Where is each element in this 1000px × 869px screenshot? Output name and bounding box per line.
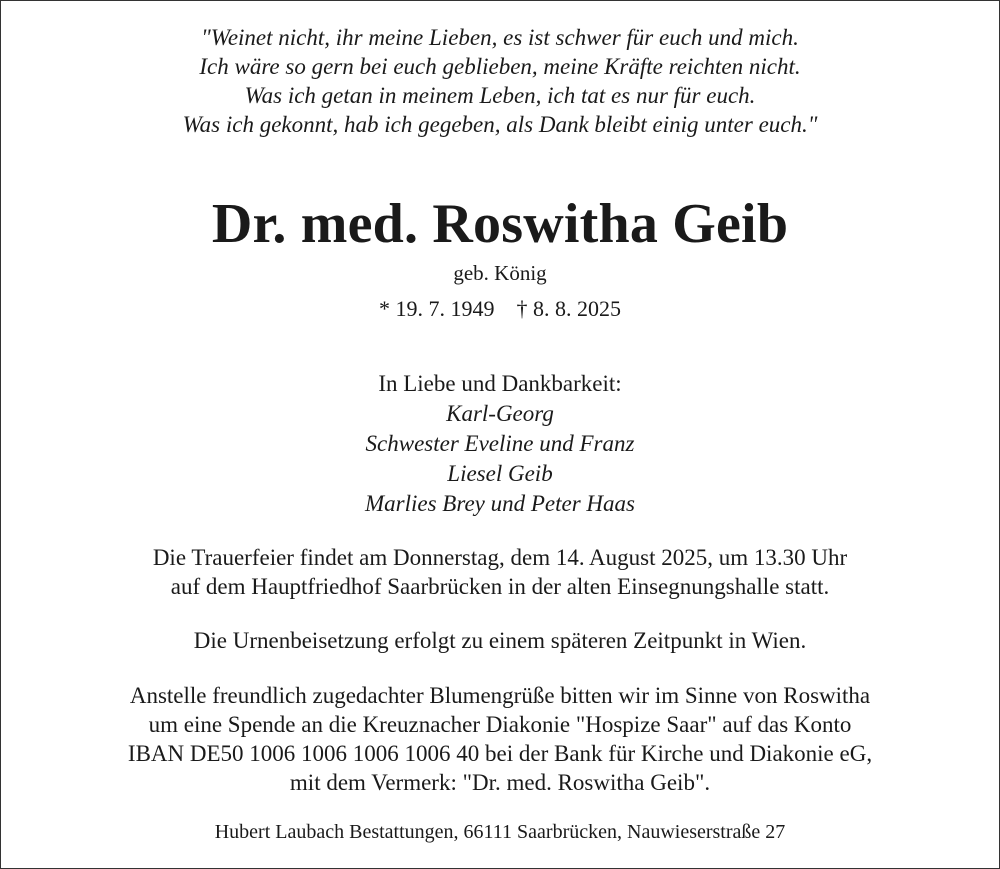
donation-line-4: mit dem Vermerk: "Dr. med. Roswitha Geib". xyxy=(289,770,711,795)
donation-line-3: IBAN DE50 1006 1006 1006 1006 40 bei der Bank für Kirche und Diakonie eG, xyxy=(127,741,873,766)
mourner-name: Liesel Geib xyxy=(447,461,553,486)
funeral-home-footer: Hubert Laubach Bestattungen, 66111 Saarbrücken, Nauwieserstraße 27 xyxy=(214,821,786,843)
service-line-2: auf dem Hauptfriedhof Saarbrücken in der alten Einsegnungshalle statt. xyxy=(170,574,830,599)
donation-line-2: um eine Spende an die Kreuznacher Diakonie "Hospize Saar" auf das Konto xyxy=(148,712,852,737)
quote-line-4: Was ich gekonnt, hab ich gegeben, als Dank bleibt einig unter euch." xyxy=(182,112,818,137)
service-line-1: Die Trauerfeier findet am Donnerstag, dem 14. August 2025, um 13.30 Uhr xyxy=(152,545,848,570)
quote-line-2: Ich wäre so gern bei euch geblieben, meine Kräfte reichten nicht. xyxy=(199,54,801,79)
quote-line-1: "Weinet nicht, ihr meine Lieben, es ist schwer für euch und mich. xyxy=(201,25,799,50)
death-date: † 8. 8. 2025 xyxy=(516,296,621,321)
life-dates xyxy=(0,295,1000,323)
birth-date: * 19. 7. 1949 xyxy=(379,296,495,321)
mourners-heading: In Liebe und Dankbarkeit: xyxy=(378,371,622,396)
maiden-name: geb. König xyxy=(453,261,547,285)
mourner-name: Schwester Eveline und Franz xyxy=(365,431,635,456)
quote-line-3: Was ich getan in meinem Leben, ich tat es nur für euch. xyxy=(244,83,756,108)
mourner-name: Karl-Georg xyxy=(446,401,554,426)
urn-burial-notice: Die Urnenbeisetzung erfolgt zu einem späteren Zeitpunkt in Wien. xyxy=(193,628,807,653)
deceased-name: Dr. med. Roswitha Geib xyxy=(211,193,789,255)
donation-line-1: Anstelle freundlich zugedachter Blumengrüße bitten wir im Sinne von Roswitha xyxy=(129,683,871,708)
mourner-name: Marlies Brey und Peter Haas xyxy=(365,491,635,516)
